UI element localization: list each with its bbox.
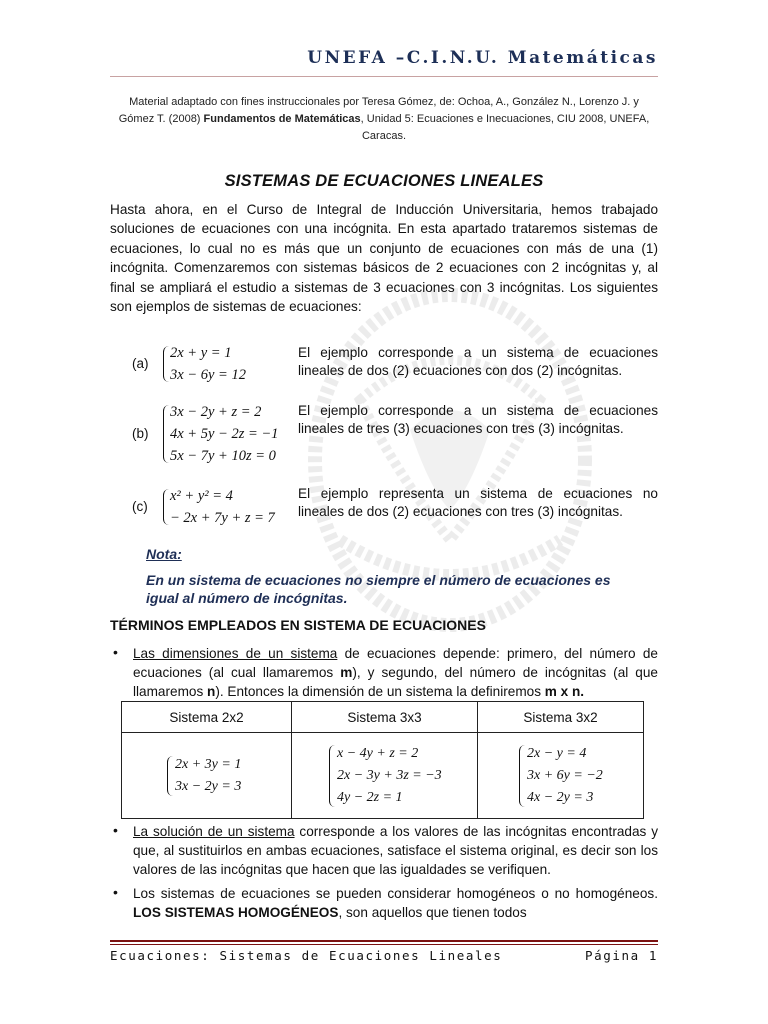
bullet-marker: • (113, 884, 118, 900)
brace (163, 346, 170, 382)
header-title: UNEFA –C.I.N.U. Matemáticas (307, 48, 658, 68)
intro-paragraph: Hasta ahora, en el Curso de Integral de Inducción Universitaria, hemos trabajado soluciones de ecuaciones con una incógnita. En esta apartado trataremos sistemas de ecuaciones, lo cual no es más que un conjunto de ecuaciones con más de una (1) incógnita. Comenzaremos con sistemas básicos de 2 ecuaciones con 2 incógnitas y, al final se ampliará el estudio a sistemas de 3 ecuaciones con 3 incógnitas. Los siguientes son ejemplos de sistemas de ecuaciones: (110, 202, 658, 315)
table-header: Sistema 2x2 (122, 702, 292, 733)
bullet-marker: • (113, 644, 118, 660)
brace (519, 745, 526, 807)
bullet-homogeneous (133, 884, 658, 922)
bullet-text-part: corresponde a los valores de las incógnitas encontradas y que, al sustituirlos en ambas ecuaciones, satisface el sistema original, es decir son los valores de las incógnitas que hacen que las igualdades se verifiquen. (133, 824, 658, 877)
table-row (122, 733, 644, 819)
symbol-n: n (207, 684, 216, 699)
equation: 4x − 2y = 3 (527, 789, 594, 805)
example-c-system (170, 485, 275, 529)
bullet-marker: • (113, 822, 118, 838)
table-header: Sistema 3x3 (292, 702, 478, 733)
system-3x2 (519, 743, 642, 809)
brace (167, 756, 174, 796)
example-b-system (170, 401, 278, 467)
equation: 2x − y = 4 (527, 745, 587, 761)
bullet-dimensions (133, 644, 658, 701)
equation: 5x − 7y + 10z = 0 (170, 448, 276, 464)
table-cell (292, 733, 478, 819)
note-label: Nota: (146, 546, 182, 562)
bullet-text-part: Los sistemas de ecuaciones se pueden considerar homogéneos o no homogéneos. (133, 886, 658, 901)
example-b-description: El ejemplo corresponde a un sistema de ecuaciones lineales de tres (3) ecuaciones con tres (3) incógnitas. (298, 403, 658, 436)
equation: 3x + 6y = −2 (527, 767, 603, 783)
page-number: Página 1 (584, 948, 658, 963)
term-homogeneous: LOS SISTEMAS HOMOGÉNEOS (133, 905, 339, 920)
citation-text: Material adaptado con fines instruccionales por Teresa Gómez, de: Ochoa, A., González N., Lorenzo J. y Gómez T. (2008) (118, 96, 639, 125)
example-a-description: El ejemplo corresponde a un sistema de ecuaciones lineales de dos (2) ecuaciones con dos (2) incógnitas. (298, 345, 658, 378)
citation (110, 94, 658, 145)
footer-title: Ecuaciones: Sistemas de Ecuaciones Lineales (110, 948, 503, 963)
equation: 3x − 6y = 12 (170, 367, 246, 383)
equation: x − 4y + z = 2 (337, 745, 419, 761)
table-cell (478, 733, 644, 819)
footer-rule (110, 940, 658, 942)
brace (329, 745, 336, 807)
example-c-label: (c) (132, 499, 148, 514)
equation: 2x + 3y = 1 (175, 756, 242, 772)
equation: 3x − 2y = 3 (175, 778, 242, 794)
table-header-row (122, 702, 644, 733)
section-heading: TÉRMINOS EMPLEADOS EN SISTEMA DE ECUACIONES (110, 617, 486, 633)
system-3x3 (329, 743, 476, 809)
equation: − 2x + 7y + z = 7 (170, 510, 275, 526)
brace (163, 489, 170, 525)
symbol-mxn: m x n. (544, 684, 585, 699)
example-b-label: (b) (132, 426, 149, 441)
equation: 2x − 3y + 3z = −3 (337, 767, 442, 783)
header-rule (110, 76, 658, 77)
term-solution: La solución de un sistema (133, 824, 295, 839)
term-dimensions: Las dimensiones de un sistema (133, 646, 338, 661)
equation: x² + y² = 4 (170, 488, 233, 504)
bullet-solution (133, 822, 658, 879)
bullet-text-part: ), y segundo, del número de incógnitas (al que llamaremos (133, 665, 658, 699)
symbol-m: m (340, 665, 353, 680)
bullet-text-part: de ecuaciones depende: primero, del número de ecuaciones (al cual llamaremos (133, 646, 658, 680)
equation: 4y − 2z = 1 (337, 789, 403, 805)
dimensions-table (121, 701, 644, 819)
equation: 3x − 2y + z = 2 (170, 404, 262, 420)
equation: 2x + y = 1 (170, 345, 232, 361)
system-2x2 (167, 754, 290, 798)
table-cell (122, 733, 292, 819)
bullet-text-part: , son aquellos que tienen todos (338, 905, 527, 920)
example-c-description: El ejemplo representa un sistema de ecuaciones no lineales de dos (2) ecuaciones con tres (3) incógnitas. (298, 486, 658, 519)
note-text: En un sistema de ecuaciones no siempre el número de ecuaciones es igual al número de incógnitas. (146, 572, 611, 606)
example-a-system (170, 342, 246, 386)
example-a-label: (a) (132, 356, 149, 371)
footer-rule-thin (110, 944, 658, 945)
bullet-text-part: ). Entonces la dimensión de un sistema la definiremos (215, 684, 545, 699)
equation: 4x + 5y − 2z = −1 (170, 426, 279, 442)
table-header: Sistema 3x2 (478, 702, 644, 733)
citation-text-end: , Unidad 5: Ecuaciones e Inecuaciones, CIU 2008, UNEFA, Caracas. (360, 113, 650, 142)
citation-book-title: Fundamentos de Matemáticas (203, 113, 361, 125)
brace (163, 405, 170, 463)
document-title: SISTEMAS DE ECUACIONES LINEALES (224, 172, 544, 190)
